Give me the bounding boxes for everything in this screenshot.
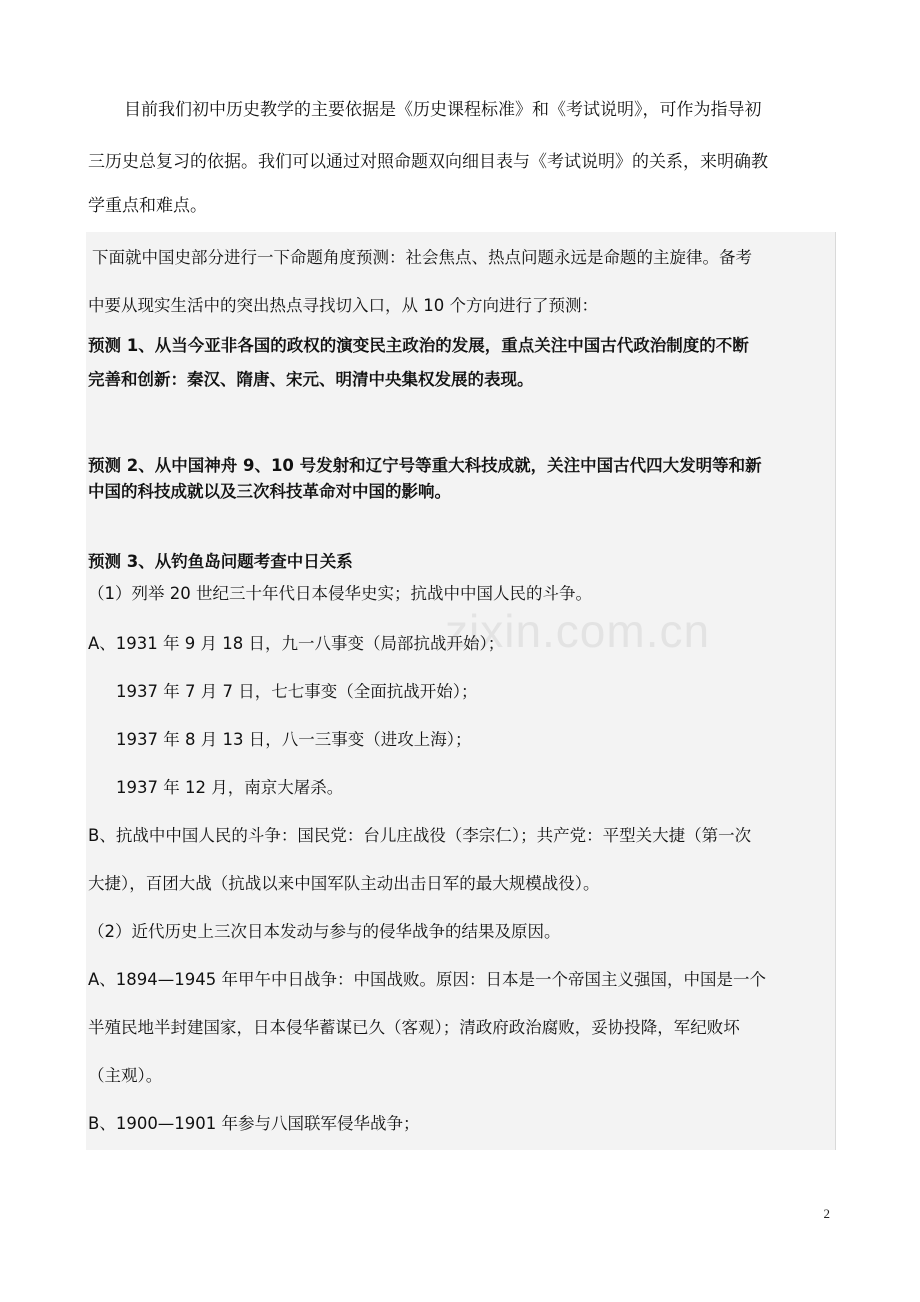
question-1: （1）列举 20 世纪三十年代日本侵华史实；抗战中中国人民的斗争。	[88, 584, 592, 603]
page-number: 2	[823, 1206, 830, 1221]
section-lead-line-2: 中要从现实生活中的突出热点寻找切入口，从 10 个方向进行了预测：	[88, 296, 598, 315]
prediction-3-heading: 预测 3、从钓鱼岛问题考查中日关系	[88, 552, 353, 571]
intro-line-3: 学重点和难点。	[88, 196, 207, 216]
prediction-2-line-1: 预测 2、从中国神舟 9、10 号发射和辽宁号等重大科技成就，关注中国古代四大发明等和新	[88, 456, 762, 475]
war-line-3: （主观）。	[88, 1066, 163, 1085]
prediction-1-line-1: 预测 1、从当今亚非各国的政权的演变民主政治的发展，重点关注中国古代政治制度的不断	[88, 336, 749, 355]
watermark-text: zixin.com.cn	[445, 605, 711, 657]
war-line-2: 半殖民地半封建国家，日本侵华蓄谋已久（客观）；清政府政治腐败，妥协投降，军纪败坏	[88, 1018, 740, 1037]
prediction-2-line-2: 中国的科技成就以及三次科技革命对中国的影响。	[88, 482, 451, 501]
intro-line-1	[88, 84, 833, 136]
struggle-line-1: B、抗战中中国人民的斗争：国民党：台儿庄战役（李宗仁）；共产党：平型关大捷（第一次	[88, 826, 752, 845]
section-lead-line-1: 下面就中国史部分进行一下命题角度预测：社会焦点、热点问题永远是命题的主旋律。备考	[92, 248, 752, 267]
prediction-1-line-2: 完善和创新：秦汉、隋唐、宋元、明清中央集权发展的表现。	[88, 370, 534, 389]
question-2: （2）近代历史上三次日本发动与参与的侵华战争的结果及原因。	[88, 922, 561, 941]
event-line-a1: A、1931 年 9 月 18 日，九一八事变（局部抗战开始）；	[88, 634, 505, 653]
struggle-line-2: 大捷），百团大战（抗战以来中国军队主动出击日军的最大规模战役）。	[88, 874, 600, 893]
intro-line-2: 三历史总复习的依据。我们可以通过对照命题双向细目表与《考试说明》的关系，来明确教	[88, 152, 768, 172]
event-line-a3: 1937 年 8 月 13 日，八一三事变（进攻上海）；	[116, 730, 472, 749]
intro-line-1-text: 目前我们初中历史教学的主要依据是《历史课程标准》和《考试说明》，可作为指导初	[124, 100, 762, 120]
event-line-a2: 1937 年 7 月 7 日，七七事变（全面抗战开始）；	[116, 682, 478, 701]
event-line-a4: 1937 年 12 月，南京大屠杀。	[116, 778, 344, 797]
war-line-1: A、1894—1945 年甲午中日战争：中国战败。原因：日本是一个帝国主义强国，中国是一个	[88, 970, 767, 989]
war-line-4: B、1900—1901 年参与八国联军侵华战争；	[88, 1114, 420, 1133]
